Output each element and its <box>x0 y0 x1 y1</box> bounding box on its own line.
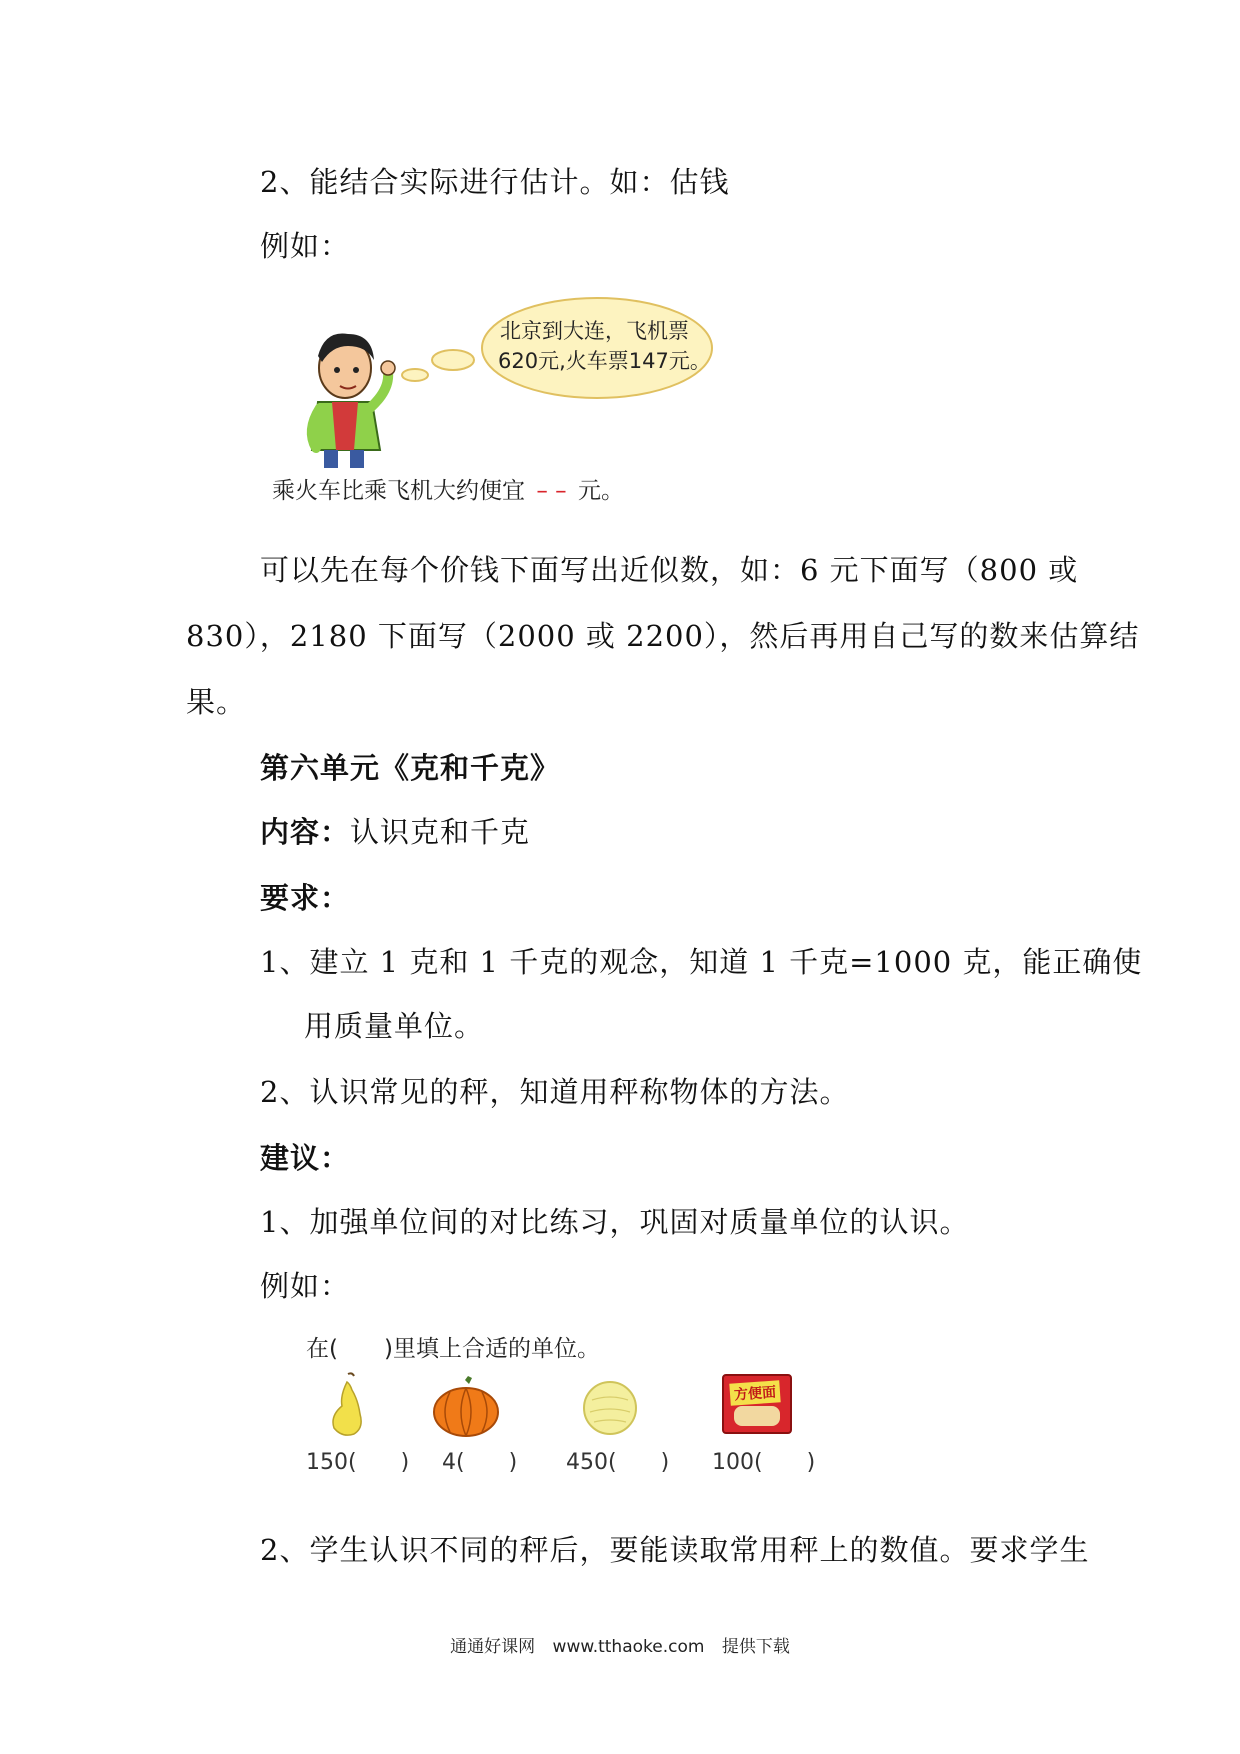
footer-suffix: 提供下载 <box>721 1637 790 1657</box>
content-text: 认识克和千克 <box>350 815 531 849</box>
noodle-pack-text: 方便面 <box>729 1380 780 1405</box>
pumpkin-label: 4( ) <box>442 1450 518 1475</box>
boy-speech-figure <box>270 290 730 520</box>
melon-label: 450( ) <box>566 1450 670 1475</box>
example-label-1: 例如： <box>260 229 351 263</box>
explain-line-2: 830），2180 下面写（2000 或 2200），然后再用自己写的数来估算结 <box>186 619 1140 653</box>
caption-blank: – – <box>536 478 567 504</box>
unit6-title: 第六单元《克和千克》 <box>260 751 561 785</box>
bubble-line-1: 北京到大连，飞机票 <box>500 319 689 343</box>
caption-text: 乘火车比乘飞机大约便宜 <box>272 478 525 504</box>
explain-line-3: 果。 <box>186 685 247 719</box>
suggestion-1: 1、加强单位间的对比练习，巩固对质量单位的认识。 <box>260 1205 970 1239</box>
suggestions-label: 建议： <box>260 1141 351 1175</box>
suggestion-2: 2、学生认识不同的秤后，要能读取常用秤上的数值。要求学生 <box>260 1533 1090 1567</box>
pear-icon <box>322 1370 372 1440</box>
estimation-point-2: 2、能结合实际进行估计。如：估钱 <box>260 165 730 199</box>
noodle-pack-icon <box>722 1374 792 1434</box>
explain-line-1: 可以先在每个价钱下面写出近似数，如：6 元下面写（800 或 <box>260 553 1079 587</box>
content-label: 内容： <box>260 815 351 849</box>
unit6-content <box>260 812 530 852</box>
requirements-label: 要求： <box>260 881 351 915</box>
melon-icon <box>580 1378 640 1438</box>
estimation-caption <box>272 472 624 505</box>
pear-label: 150( ) <box>306 1450 410 1475</box>
requirement-1-line-2: 用质量单位。 <box>304 1009 485 1043</box>
example-label-2: 例如： <box>260 1269 351 1303</box>
requirement-1-line-1: 1、建立 1 克和 1 千克的观念，知道 1 千克=1000 克，能正确使 <box>260 945 1143 979</box>
footer-url[interactable]: www.tthaoke.com <box>552 1637 705 1657</box>
pumpkin-icon <box>430 1374 502 1438</box>
footer-site: 通通好课网 <box>450 1637 536 1657</box>
noodle-pack-label: 100( ) <box>712 1450 816 1475</box>
unit-exercise-figure <box>300 1330 820 1480</box>
exercise-prompt: 在( )里填上合适的单位。 <box>306 1336 600 1362</box>
bubble-line-2: 620元,火车票147元。 <box>498 349 711 373</box>
requirement-2: 2、认识常见的秤，知道用秤称物体的方法。 <box>260 1075 850 1109</box>
caption-end: 元。 <box>577 478 624 504</box>
page-footer <box>0 1632 1240 1657</box>
